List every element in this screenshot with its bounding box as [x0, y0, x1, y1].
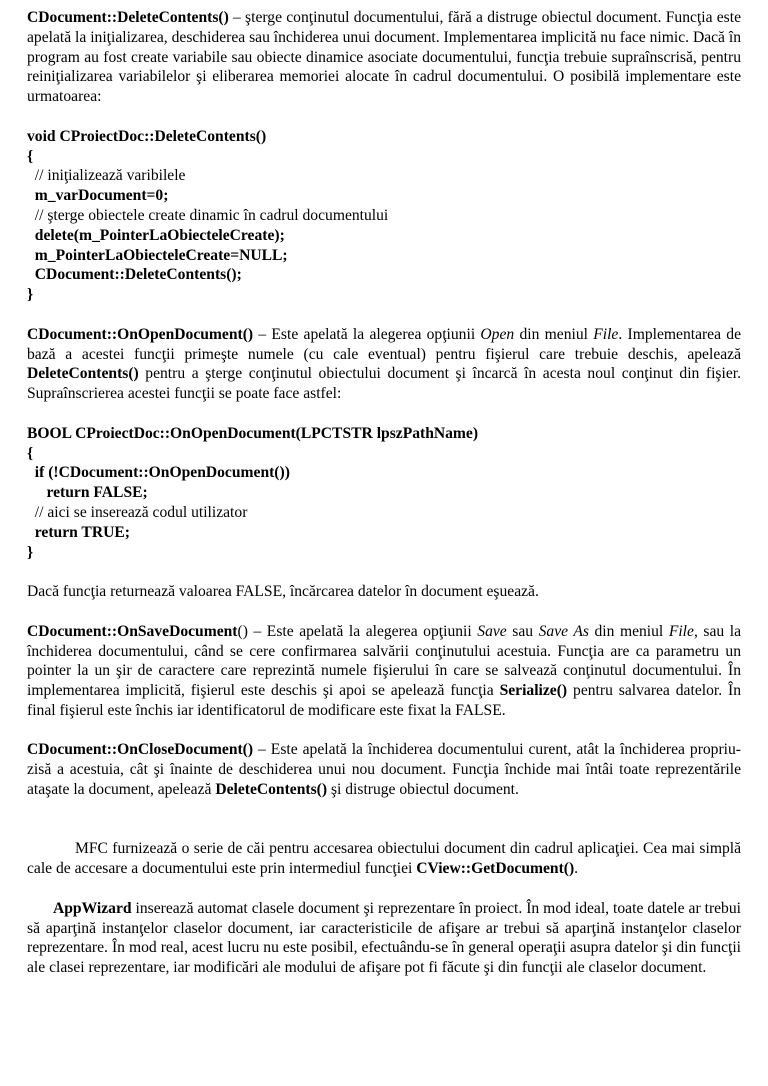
term-appwizard: AppWizard — [53, 899, 132, 917]
paragraph-save-document — [27, 622, 741, 721]
paragraph-text: inserează automat clasele document şi reprezentare în proiect. În mod ideal, toate datele ar trebui să aparţină instanţelor claselor document, iar caracteristicile de afişare ar trebui să aparţină instanţelor claselor reprezentare. În mod real, acest lucru nu este posibil, efectuându-se în general operaţii asupra datelor şi din funcţii ale clasei reprezentare, iar modificări ale modului de afişare pot fi făcute şi din funcţii ale claselor document. — [27, 899, 741, 977]
paragraph-appwizard — [27, 899, 741, 978]
paragraph-text: şi distruge obiectul document. — [327, 781, 519, 799]
paragraph-text: – Este apelată la alegerea opţiunii — [247, 622, 478, 640]
code-line: } — [27, 286, 34, 304]
paragraph-text: MFC furnizează o serie de căi pentru accesarea obiectului document din cadrul aplicaţiei. Cea mai simplă cale de accesare a documentului este prin intermediul funcţiei — [27, 840, 741, 878]
code-comment: // aici se inserează codul utilizator — [27, 503, 248, 521]
document-page — [27, 8, 741, 978]
paragraph-text: – Este apelată la închiderea documentului curent, atât la închiderea propriu-zisă a acestuia, cât şi înainte de deschiderea unui nou document. Funcţia închide mai întâi toate reprezentările ataşate la document, apelează — [27, 741, 741, 799]
term-delete-contents-ref: DeleteContents() — [215, 781, 328, 799]
code-line: m_varDocument=0; — [27, 187, 169, 205]
code-line: void CProiectDoc::DeleteContents() — [27, 127, 267, 145]
menu-option-open: Open — [480, 325, 515, 343]
code-line: } — [27, 543, 34, 561]
code-line: return FALSE; — [27, 484, 148, 502]
term-serialize: Serialize() — [499, 682, 568, 700]
term-get-document: CView::GetDocument() — [416, 860, 575, 878]
paragraph-text: , sau la închiderea documentului, când se cere confirmarea salvării conţinutului acestuia. Funcţia are ca parametru un pointer la un şir de caractere care reprezintă numele fişierului în care se salvează conţinutul documentului. În implementarea implicită, fişierul este deschis şi apoi se apelează funcţia — [27, 622, 741, 700]
code-block-delete-contents — [27, 127, 741, 305]
paragraph-text: pentru a şterge conţinutul obiectului document şi încarcă în acesta noul conţinut din fişier. Supraînscrierea acestei funcţii se poate face astfel: — [27, 365, 741, 403]
menu-option-save-as: Save As — [538, 622, 589, 640]
menu-file: File — [668, 622, 694, 640]
menu-option-save: Save — [477, 622, 507, 640]
paragraph-close-document — [27, 740, 741, 799]
code-line: { — [27, 444, 34, 462]
menu-file: File — [593, 325, 619, 343]
term-save-document: CDocument::OnSaveDocument — [27, 622, 238, 640]
code-line: delete(m_PointerLaObiecteleCreate); — [27, 226, 285, 244]
term-open-document: CDocument::OnOpenDocument() — [27, 325, 254, 343]
paragraph-open-document — [27, 325, 741, 404]
paragraph-text: din meniul — [514, 325, 594, 343]
code-line: m_PointerLaObiecteleCreate=NULL; — [27, 246, 288, 264]
paragraph-text: – Este apelată la alegerea opţiunii — [253, 325, 481, 343]
paragraph-text: . Implementarea de bază a acestei funcţii primeşte numele (cu cale eventual) pentru fişierul care trebuie deschis, apelează — [27, 325, 742, 363]
term-delete-contents-ref: DeleteContents() — [27, 365, 139, 383]
paragraph-text: – şterge conţinutul documentului, fără a distruge obiectul document. Funcţia este apelată la iniţializarea, deschiderea sau închiderea unui document. Implementarea implicită nu face nimic. Dacă în program au fost create variabile sau obiecte dinamice asociate documentului, funcţia trebuie supraînscrisă, pentru reiniţializarea variabilelor şi eliberarea memoriei alocate în cadrul documentului. O posibilă implementare este urmatoarea: — [27, 9, 741, 106]
term-delete-contents: CDocument::DeleteContents() — [27, 9, 229, 26]
term-close-document: CDocument::OnCloseDocument() — [27, 741, 254, 759]
paragraph-text: sau — [506, 622, 539, 640]
paragraph-text: () — [237, 622, 248, 640]
paragraph-delete-contents — [27, 8, 741, 107]
code-line: CDocument::DeleteContents(); — [27, 266, 242, 284]
paragraph-mfc-access — [27, 839, 741, 879]
paragraph-text: pentru salvarea datelor. În final fişierul este închis iar identificatorul de modificare este fixat la FALSE. — [27, 682, 741, 719]
code-line: return TRUE; — [27, 523, 130, 541]
code-block-open-document — [27, 424, 741, 563]
code-comment: // şterge obiectele create dinamic în cadrul documentului — [27, 206, 389, 224]
code-line: BOOL CProiectDoc::OnOpenDocument(LPCTSTR lpszPathName) — [27, 424, 479, 442]
code-comment: // iniţializează varibilele — [27, 167, 186, 185]
paragraph-text: din meniul — [588, 622, 669, 640]
code-line: { — [27, 147, 34, 165]
code-line: if (!CDocument::OnOpenDocument()) — [27, 464, 290, 482]
paragraph-text: . — [574, 860, 579, 878]
paragraph-return-false: Dacă funcţia returnează valoarea FALSE, încărcarea datelor în document eşuează. — [27, 583, 539, 601]
